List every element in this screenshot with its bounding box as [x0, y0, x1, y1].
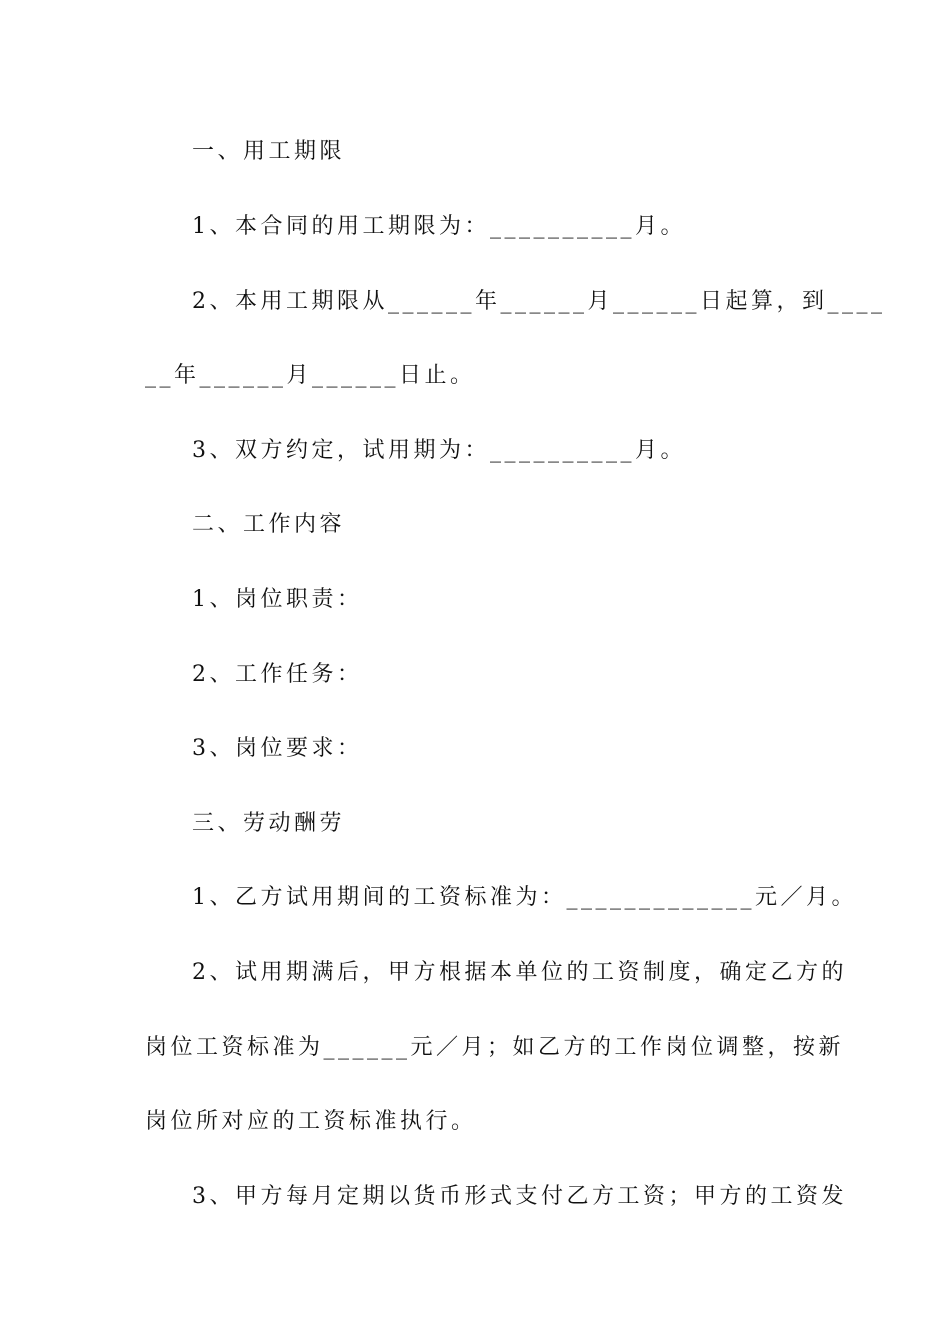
paragraph-post-probation-cont2: 岗位所对应的工资标准执行。	[145, 1109, 477, 1134]
paragraph-post-probation: 2、试用期满后，甲方根据本单位的工资制度，确定乙方的	[192, 960, 847, 985]
paragraph-tasks: 2、工作任务：	[192, 662, 363, 687]
paragraph-probation: 3、双方约定，试用期为：__________月。	[192, 438, 686, 463]
paragraph-payment: 3、甲方每月定期以货币形式支付乙方工资；甲方的工资发	[192, 1184, 847, 1209]
paragraph-probation-pay: 1、乙方试用期间的工资标准为：_____________元／月。	[192, 885, 857, 910]
section-heading-term: 一、用工期限	[192, 139, 346, 164]
section-heading-pay: 三、劳动酬劳	[192, 811, 346, 836]
paragraph-term-dates-cont: __年______月______日止。	[145, 363, 476, 388]
paragraph-term-dates: 2、本用工期限从______年______月______日起算，到____	[192, 289, 886, 314]
paragraph-requirements: 3、岗位要求：	[192, 736, 363, 761]
paragraph-duties: 1、岗位职责：	[192, 587, 363, 612]
paragraph-post-probation-cont1: 岗位工资标准为______元／月；如乙方的工作岗位调整，按新	[145, 1035, 845, 1060]
section-heading-work: 二、工作内容	[192, 512, 346, 537]
paragraph-term-length: 1、本合同的用工期限为：__________月。	[192, 214, 686, 239]
